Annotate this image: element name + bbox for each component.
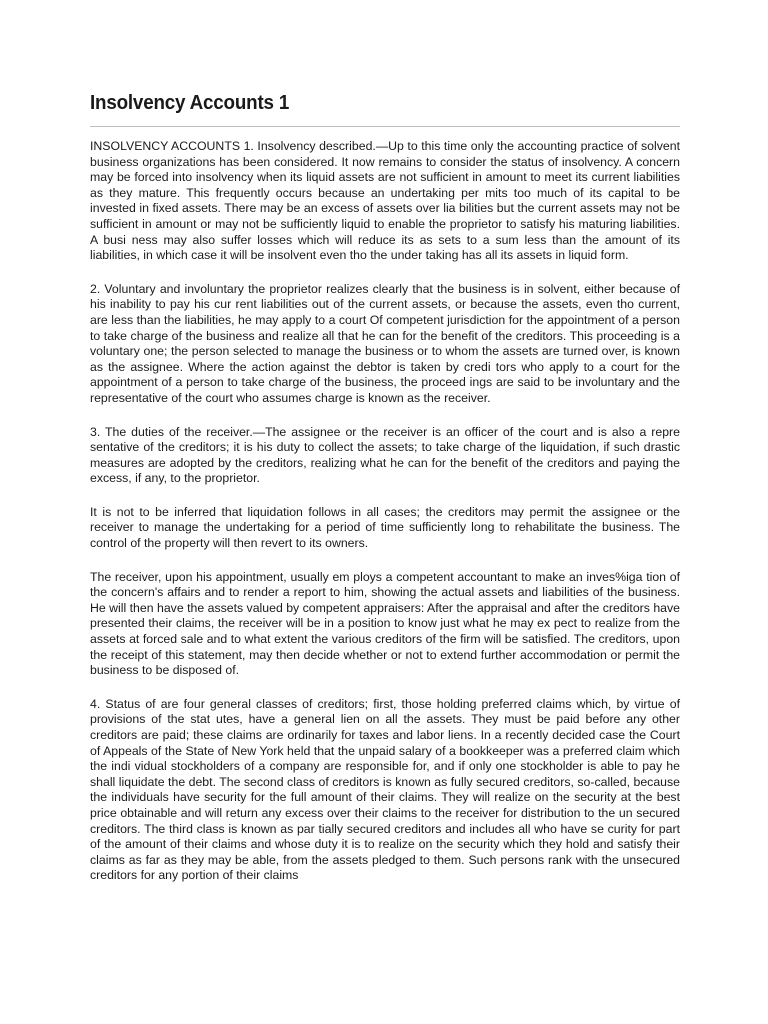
- paragraph-insolvency-described: INSOLVENCY ACCOUNTS 1. Insolvency described.—Up to this time only the accounting practice of solvent business organizations has been considered. It now remains to consider the status of insolvency. A concern may be forced into insolvency when its liquid assets are not sufficient in amount to meet its current liabilities as they mature. This frequently occurs because an undertaking per mits too much of its capital to be invested in fixed assets. There may be an excess of assets over lia bilities but the current assets may not be sufficient in amount or may not be sufficiently liquid to enable the proprietor to satisfy his maturing liabilities. A busi ness may also suffer losses which will reduce its as sets to a sum less than the amount of its liabilities, in which case it will be insolvent even tho the under taking has all its assets in liquid form.: [90, 139, 680, 263]
- document-body: [90, 139, 680, 902]
- paragraph-status-of-creditors: 4. Status of are four general classes of creditors; first, those holding preferred claims which, by virtue of provisions of the stat utes, have a general lien on all the assets. They must be paid before any other creditors are paid; these claims are ordinarily for taxes and labor liens. In a recently decided case the Court of Appeals of the State of New York held that the unpaid salary of a bookkeeper was a preferred claim which the indi vidual stockholders of a company are responsible for, and if only one stockholder is able to pay he shall liquidate the debt. The second class of creditors is known as fully secured creditors, so-called, because the individuals have security for the full amount of their claims. They will realize on the security at the best price obtainable and will return any excess over their claims to the receiver for distribution to the un secured creditors. The third class is known as par tially secured creditors and includes all who have se curity for part of the amount of their claims and whose duty it is to realize on the security which they hold and satisfy their claims as far as they may be able, from the assets pledged to them. Such persons rank with the unsecured creditors for any portion of their claims: [90, 696, 680, 883]
- title-divider: [90, 126, 680, 127]
- paragraph-voluntary-involuntary: 2. Voluntary and involuntary the proprietor realizes clearly that the business is in solvent, either because of his inability to pay his cur rent liabilities out of the current assets, or because the assets, even tho current, are less than the liabilities, he may apply to a court Of competent jurisdiction for the appointment of a person to take charge of the business and realize all that he can for the benefit of the creditors. This proceeding is a voluntary one; the person selected to manage the business or to whom the assets are turned over, is known as the assignee. Where the action against the debtor is taken by credi tors who apply to a court for the appointment of a person to take charge of the business, the proceed ings are said to be involuntary and the representative of the court who assumes charge is known as the receiver.: [90, 281, 680, 405]
- paragraph-receiver-appointment: The receiver, upon his appointment, usually em ploys a competent accountant to make an inves%iga tion of the concern's affairs and to render a report to him, showing the actual assets and liabilities of the business. He will then have the assets valued by competent appraisers: After the appraisal and after the creditors have presented their claims, the receiver will be in a position to know just what he may ex pect to realize from the assets at forced sale and to what extent the various creditors of the firm will be satisfied. The creditors, upon the receipt of this statement, may then decide whether or not to extend further accommodation or permit the business to be disposed of.: [90, 569, 680, 678]
- paragraph-liquidation-not-inferred: It is not to be inferred that liquidation follows in all cases; the creditors may permit the assignee or the receiver to manage the undertaking for a period of time sufficiently long to rehabilitate the business. The control of the property will then revert to its owners.: [90, 504, 680, 551]
- paragraph-duties-of-receiver: 3. The duties of the receiver.—The assignee or the receiver is an officer of the court and is also a repre sentative of the creditors; it is his duty to collect the assets; to take charge of the liquidation, if such drastic measures are adopted by the creditors, realizing what he can for the benefit of the creditors and paying the excess, if any, to the proprietor.: [90, 424, 680, 486]
- page-title: Insolvency Accounts 1: [90, 92, 290, 114]
